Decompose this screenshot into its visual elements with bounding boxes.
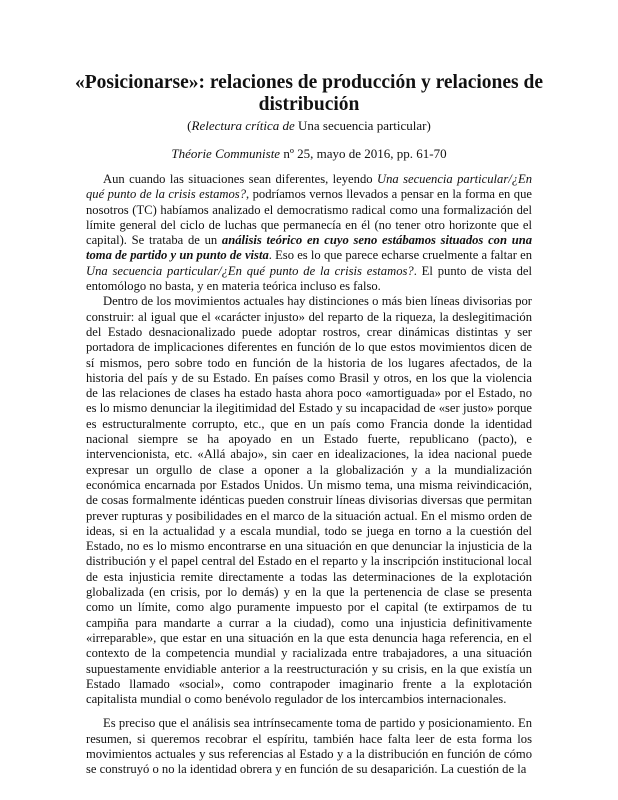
document-subtitle [60,118,558,134]
paragraph-3: Es preciso que el análisis sea intrínsecamente toma de partido y posicionamiento. En resumen, si queremos recobrar el espíritu, también hace falta leer de esta forma los movimientos actuales y sus referencias al Estado y a la distribución en función de cómo se construyó o no la identidad obrera y en función de su desaparición. La cuestión de la [86,716,532,777]
subtitle-open-paren: ( [187,118,192,133]
p1-italic-title-2: Una secuencia particular/¿En qué punto de la crisis estamos? [86,263,414,278]
document-body [86,172,532,778]
subtitle-italic: Relectura crítica de [191,118,295,133]
source-details: nº 25, mayo de 2016, pp. 61-70 [280,146,447,161]
paragraph-1 [86,172,532,294]
source-journal: Théorie Communiste [171,146,281,161]
paragraph-2: Dentro de los movimientos actuales hay distinciones o más bien líneas divisorias por construir: al igual que el «carácter injusto» del reparto de la riqueza, la deslegitimación del Estado desnacionalizado puede adoptar rostros, crear dinámicas distintas y ser portadora de implicaciones diferentes en función de lo que estos movimientos dicen de sí mismos, pero sobre todo en función de la historia de los lugares afectados, de la historia del país y de su Estado. En países como Brasil y otros, en los que la violencia de las relaciones de clases ha estado hasta ahora poco «amortiguada» por el Estado, no es lo mismo denunciar la ilegitimidad del Estado y su incapacidad de «ser justo» porque es estructuralmente corrupto, etc., que en un país como Francia donde la identidad nacional siempre se ha apoyado en un Estado fuerte, republicano (pacto), e intervencionista, etc. «Allá abajo», sin caer en idealizaciones, la idea nacional puede expresar un orgullo de clase a oponer a la globalización y a la mundialización económica encarnada por Estados Unidos. Un mismo tema, una misma reivindicación, de cosas formalmente idénticas pueden construir líneas divisorias diversas que permitan prever rupturas y posibilidades en el marco de la situación actual. En el mismo orden de ideas, si en la actualidad y a escala mundial, todo se juega en torno a la cuestión del Estado, no es lo mismo encontrarse en una situación en que denunciar la injusticia de la distribución y el papel central del Estado en el reparto y la inscripción institucional local de esta injusticia remite directamente a todas las determinaciones de la explotación globalizada (en crisis, por lo demás) y en la que la pertenencia de clase se presenta como un límite, como algo puramente impuesto por el capital (te extirpamos de tu campiña para mandarte a currar a la ciudad), como una injusticia definitivamente «irreparable», que estar en una situación en la que esta denuncia haga referencia, en el contexto de la competencia mundial y racializada entre trabajadores, a una situación supuestamente envidiable anterior a la reestructuración y su crisis, en la que existía un Estado llamado «social», como contrapoder imaginario frente a la explotación capitalista mundial o como benévolo regulador de los intercambios internacionales. [86,294,532,707]
p1-text-a: Aun cuando las situaciones sean diferentes, leyendo [103,172,377,186]
p1-italic-title-1: Una secuencia particular/¿En qué punto de la crisis estamos? [86,172,532,202]
subtitle-rest: Una secuencia particular) [294,118,431,133]
document-title: «Posicionarse»: relaciones de producción y relaciones de distribución [75,72,543,115]
document-source [60,146,558,162]
p1-text-e: . Eso es lo que parece echarse cruelmente a faltar en [268,248,532,263]
p1-text-g: . El punto de vista del entomólogo no basta, y en materia teórica incluso es falso. [86,263,532,294]
p1-text-c: , podríamos vernos llevados a pensar en la forma en que nosotros (TC) habíamos analizado el democratismo radical como una formalización del límite general del ciclo de luchas que permanecía en él (no tener otro horizonte que el capital). Se trataba de un [86,187,532,248]
p1-bold-italic-phrase: análisis teórico en cuyo seno estábamos situados con una toma de partido y un punto de vista [86,233,533,263]
